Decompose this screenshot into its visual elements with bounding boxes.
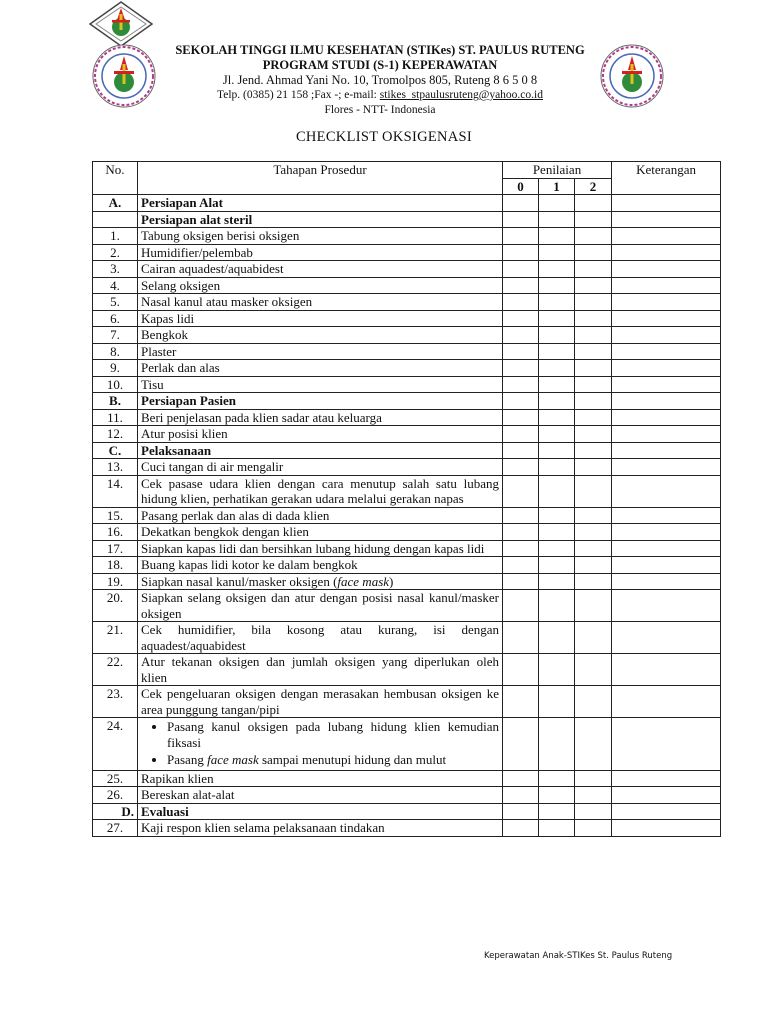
score-cell[interactable] xyxy=(539,310,575,327)
row-number: 17. xyxy=(93,540,138,557)
note-cell[interactable] xyxy=(612,524,721,541)
score-cell[interactable] xyxy=(503,718,539,771)
score-cell[interactable] xyxy=(575,327,612,344)
score-cell[interactable] xyxy=(575,654,612,686)
table-row xyxy=(93,459,721,476)
row-number: 26. xyxy=(93,787,138,804)
score-cell[interactable] xyxy=(539,787,575,804)
table-row xyxy=(93,228,721,245)
note-cell[interactable] xyxy=(612,459,721,476)
score-2: 2 xyxy=(575,178,612,195)
row-step: Cek humidifier, bila kosong atau kurang, isi dengan aquadest/aquabidest xyxy=(138,622,503,654)
row-number: 23. xyxy=(93,686,138,718)
row-number: 21. xyxy=(93,622,138,654)
section-label: C. xyxy=(93,442,138,459)
note-cell[interactable] xyxy=(612,327,721,344)
note-cell[interactable] xyxy=(612,475,721,507)
score-cell[interactable] xyxy=(539,228,575,245)
section-title: Pelaksanaan xyxy=(138,442,503,459)
table-row xyxy=(93,820,721,837)
note-cell[interactable] xyxy=(612,718,721,771)
score-cell[interactable] xyxy=(503,327,539,344)
score-cell[interactable] xyxy=(503,343,539,360)
score-cell[interactable] xyxy=(539,426,575,443)
note-cell[interactable] xyxy=(612,360,721,377)
score-cell[interactable] xyxy=(575,442,612,459)
score-cell[interactable] xyxy=(539,540,575,557)
score-cell[interactable] xyxy=(503,294,539,311)
note-cell[interactable] xyxy=(612,442,721,459)
table-row xyxy=(93,718,721,771)
score-cell[interactable] xyxy=(539,475,575,507)
score-cell[interactable] xyxy=(539,393,575,410)
score-cell[interactable] xyxy=(575,244,612,261)
row-number: 9. xyxy=(93,360,138,377)
note-cell[interactable] xyxy=(612,343,721,360)
row-number: 22. xyxy=(93,654,138,686)
score-cell[interactable] xyxy=(539,327,575,344)
score-cell[interactable] xyxy=(503,622,539,654)
score-cell[interactable] xyxy=(575,261,612,278)
row-number: 11. xyxy=(93,409,138,426)
table-row xyxy=(93,787,721,804)
table-row xyxy=(93,557,721,574)
score-cell[interactable] xyxy=(539,195,575,212)
note-cell[interactable] xyxy=(612,228,721,245)
score-cell[interactable] xyxy=(503,787,539,804)
row-number: 25. xyxy=(93,770,138,787)
step-text-suffix: ) xyxy=(389,573,394,589)
score-cell[interactable] xyxy=(575,376,612,393)
step-italic-term: face mask xyxy=(337,573,390,589)
row-number: 16. xyxy=(93,524,138,541)
row-step: Cairan aquadest/aquabidest xyxy=(138,261,503,278)
table-row xyxy=(93,573,721,590)
row-number: 6. xyxy=(93,310,138,327)
note-cell[interactable] xyxy=(612,590,721,622)
note-cell[interactable] xyxy=(612,557,721,574)
step-text: Siapkan nasal kanul/masker oksigen ( xyxy=(141,573,338,589)
row-step: Cek pasase udara klien dengan cara menutup salah satu lubang hidung klien, perhatikan gerakan udara melalui gerakan napas xyxy=(138,475,503,507)
note-cell[interactable] xyxy=(612,507,721,524)
table-row xyxy=(93,343,721,360)
score-cell[interactable] xyxy=(503,475,539,507)
score-cell[interactable] xyxy=(575,211,612,228)
score-cell[interactable] xyxy=(539,261,575,278)
section-title: Evaluasi xyxy=(138,803,503,820)
score-cell[interactable] xyxy=(539,244,575,261)
score-cell[interactable] xyxy=(539,590,575,622)
score-cell[interactable] xyxy=(539,622,575,654)
table-row xyxy=(93,540,721,557)
score-cell[interactable] xyxy=(503,557,539,574)
score-cell[interactable] xyxy=(539,409,575,426)
note-cell[interactable] xyxy=(612,803,721,820)
table-row xyxy=(93,360,721,377)
row-step: Selang oksigen xyxy=(138,277,503,294)
row-number: 8. xyxy=(93,343,138,360)
score-cell[interactable] xyxy=(575,590,612,622)
row-number: 7. xyxy=(93,327,138,344)
score-cell[interactable] xyxy=(539,294,575,311)
note-cell[interactable] xyxy=(612,195,721,212)
bullet-italic-term: face mask xyxy=(207,752,259,767)
score-cell[interactable] xyxy=(539,573,575,590)
row-step: Atur tekanan oksigen dan jumlah oksigen yang diperlukan oleh klien xyxy=(138,654,503,686)
contact-line xyxy=(160,88,600,103)
section-row xyxy=(93,442,721,459)
row-number: 4. xyxy=(93,277,138,294)
page-footer: Keperawatan Anak-STIKes St. Paulus Ruteng xyxy=(484,951,673,961)
table-row xyxy=(93,409,721,426)
institution-seal-right xyxy=(600,44,664,108)
score-cell[interactable] xyxy=(575,228,612,245)
row-number: 1. xyxy=(93,228,138,245)
table-row xyxy=(93,654,721,686)
score-cell[interactable] xyxy=(575,686,612,718)
table-row xyxy=(93,327,721,344)
row-number: 15. xyxy=(93,507,138,524)
col-header-keterangan: Keterangan xyxy=(612,162,721,195)
score-cell[interactable] xyxy=(503,654,539,686)
row-step: Bereskan alat-alat xyxy=(138,787,503,804)
row-step: Plaster xyxy=(138,343,503,360)
col-header-no: No. xyxy=(93,162,138,195)
score-cell[interactable] xyxy=(539,820,575,837)
row-number: 14. xyxy=(93,475,138,507)
table-row xyxy=(93,590,721,622)
score-cell[interactable] xyxy=(575,393,612,410)
table-row xyxy=(93,261,721,278)
note-cell[interactable] xyxy=(612,211,721,228)
note-cell[interactable] xyxy=(612,540,721,557)
phone-fax: Telp. (0385) 21 158 ;Fax -; e-mail: xyxy=(217,89,380,101)
note-cell[interactable] xyxy=(612,376,721,393)
section-title: Persiapan Pasien xyxy=(138,393,503,410)
row-step: Rapikan klien xyxy=(138,770,503,787)
score-cell[interactable] xyxy=(503,426,539,443)
empty-no-cell xyxy=(93,211,138,228)
row-number: 2. xyxy=(93,244,138,261)
score-cell[interactable] xyxy=(503,195,539,212)
score-cell[interactable] xyxy=(503,442,539,459)
score-cell[interactable] xyxy=(575,294,612,311)
score-cell[interactable] xyxy=(575,540,612,557)
row-number: 19. xyxy=(93,573,138,590)
note-cell[interactable] xyxy=(612,277,721,294)
row-step: Tabung oksigen berisi oksigen xyxy=(138,228,503,245)
score-cell[interactable] xyxy=(539,277,575,294)
section-row xyxy=(93,803,721,820)
score-cell[interactable] xyxy=(503,540,539,557)
row-number: 27. xyxy=(93,820,138,837)
score-cell[interactable] xyxy=(503,686,539,718)
section-title: Persiapan Alat xyxy=(138,195,503,212)
row-step: Nasal kanul atau masker oksigen xyxy=(138,294,503,311)
table-row xyxy=(93,770,721,787)
score-cell[interactable] xyxy=(503,590,539,622)
score-cell[interactable] xyxy=(539,442,575,459)
score-cell[interactable] xyxy=(539,360,575,377)
table-row xyxy=(93,507,721,524)
score-0: 0 xyxy=(503,178,539,195)
row-number: 18. xyxy=(93,557,138,574)
bullet-text-suffix: sampai menutupi hidung dan mulut xyxy=(258,752,447,767)
row-step: Kapas lidi xyxy=(138,310,503,327)
score-cell[interactable] xyxy=(575,787,612,804)
score-cell[interactable] xyxy=(539,770,575,787)
row-step: Kaji respon klien selama pelaksanaan tindakan xyxy=(138,820,503,837)
institution-logo-top xyxy=(86,0,156,48)
section-label: B. xyxy=(93,393,138,410)
score-cell[interactable] xyxy=(503,211,539,228)
score-cell[interactable] xyxy=(503,360,539,377)
score-cell[interactable] xyxy=(575,360,612,377)
score-cell[interactable] xyxy=(539,507,575,524)
col-header-tahapan: Tahapan Prosedur xyxy=(138,162,503,195)
bullet-text: Pasang xyxy=(167,752,208,767)
score-cell[interactable] xyxy=(539,211,575,228)
row-step: Perlak dan alas xyxy=(138,360,503,377)
score-cell[interactable] xyxy=(575,310,612,327)
score-cell[interactable] xyxy=(503,261,539,278)
note-cell[interactable] xyxy=(612,654,721,686)
table-row xyxy=(93,310,721,327)
score-cell[interactable] xyxy=(575,557,612,574)
row-step: Cek pengeluaran oksigen dengan merasakan hembusan oksigen ke area punggung tangan/pipi xyxy=(138,686,503,718)
row-step: Humidifier/pelembab xyxy=(138,244,503,261)
score-cell[interactable] xyxy=(503,459,539,476)
note-cell[interactable] xyxy=(612,310,721,327)
score-cell[interactable] xyxy=(539,686,575,718)
score-cell[interactable] xyxy=(539,524,575,541)
score-cell[interactable] xyxy=(539,718,575,771)
bullet-item: • Pasang kanul oksigen pada lubang hidung klien kemudian fiksasi xyxy=(167,719,499,750)
score-cell[interactable] xyxy=(539,557,575,574)
score-cell[interactable] xyxy=(575,195,612,212)
email-link[interactable]: stikes_stpaulusruteng@yahoo.co.id xyxy=(379,89,543,101)
table-row xyxy=(93,426,721,443)
row-number: 3. xyxy=(93,261,138,278)
row-step: Bengkok xyxy=(138,327,503,344)
subsection-row xyxy=(93,211,721,228)
score-cell[interactable] xyxy=(503,310,539,327)
score-cell[interactable] xyxy=(575,277,612,294)
table-row xyxy=(93,524,721,541)
score-cell[interactable] xyxy=(503,376,539,393)
score-cell[interactable] xyxy=(503,393,539,410)
score-cell[interactable] xyxy=(575,507,612,524)
note-cell[interactable] xyxy=(612,622,721,654)
row-step: Siapkan kapas lidi dan bersihkan lubang hidung dengan kapas lidi xyxy=(138,540,503,557)
score-cell[interactable] xyxy=(503,803,539,820)
score-cell[interactable] xyxy=(503,820,539,837)
score-cell[interactable] xyxy=(575,459,612,476)
score-cell[interactable] xyxy=(539,654,575,686)
score-cell[interactable] xyxy=(503,573,539,590)
row-step xyxy=(138,573,503,590)
score-cell[interactable] xyxy=(575,718,612,771)
note-cell[interactable] xyxy=(612,393,721,410)
row-number: 12. xyxy=(93,426,138,443)
note-cell[interactable] xyxy=(612,770,721,787)
score-cell[interactable] xyxy=(575,820,612,837)
score-cell[interactable] xyxy=(575,622,612,654)
section-row xyxy=(93,195,721,212)
row-step: Beri penjelasan pada klien sadar atau keluarga xyxy=(138,409,503,426)
score-cell[interactable] xyxy=(503,409,539,426)
score-cell[interactable] xyxy=(575,343,612,360)
note-cell[interactable] xyxy=(612,409,721,426)
table-row xyxy=(93,475,721,507)
score-cell[interactable] xyxy=(503,524,539,541)
row-step: Pasang perlak dan alas di dada klien xyxy=(138,507,503,524)
score-cell[interactable] xyxy=(503,770,539,787)
institution-seal-left xyxy=(92,44,156,108)
score-cell[interactable] xyxy=(575,475,612,507)
score-cell[interactable] xyxy=(539,803,575,820)
row-number: 24. xyxy=(93,718,138,771)
document-title: CHECKLIST OKSIGENASI xyxy=(295,129,473,145)
letterhead xyxy=(160,43,600,118)
section-label: D. xyxy=(93,803,138,820)
institution-name: SEKOLAH TINGGI ILMU KESEHATAN (STIKes) ST. PAULUS RUTENG xyxy=(175,43,585,57)
row-step: Siapkan selang oksigen dan atur dengan posisi nasal kanul/masker oksigen xyxy=(138,590,503,622)
table-row xyxy=(93,376,721,393)
note-cell[interactable] xyxy=(612,261,721,278)
bullet-list xyxy=(141,719,499,768)
address: Jl. Jend. Ahmad Yani No. 10, Tromolpos 805, Ruteng 8 6 5 0 8 xyxy=(222,73,538,87)
score-cell[interactable] xyxy=(575,573,612,590)
note-cell[interactable] xyxy=(612,426,721,443)
score-cell[interactable] xyxy=(503,244,539,261)
score-cell[interactable] xyxy=(503,277,539,294)
row-number: 13. xyxy=(93,459,138,476)
row-step: Atur posisi klien xyxy=(138,426,503,443)
note-cell[interactable] xyxy=(612,820,721,837)
table-row xyxy=(93,622,721,654)
note-cell[interactable] xyxy=(612,686,721,718)
row-step: Buang kapas lidi kotor ke dalam bengkok xyxy=(138,557,503,574)
table-row xyxy=(93,686,721,718)
section-label: A. xyxy=(93,195,138,212)
col-header-penilaian: Penilaian xyxy=(503,162,612,179)
score-cell[interactable] xyxy=(539,343,575,360)
score-cell[interactable] xyxy=(539,376,575,393)
score-cell[interactable] xyxy=(575,770,612,787)
score-cell[interactable] xyxy=(575,803,612,820)
row-number: 5. xyxy=(93,294,138,311)
row-number: 10. xyxy=(93,376,138,393)
table-row xyxy=(93,244,721,261)
row-step: Tisu xyxy=(138,376,503,393)
table-row xyxy=(93,277,721,294)
score-cell[interactable] xyxy=(575,409,612,426)
score-cell[interactable] xyxy=(575,426,612,443)
table-header-row xyxy=(93,162,721,179)
row-step: Cuci tangan di air mengalir xyxy=(138,459,503,476)
note-cell[interactable] xyxy=(612,244,721,261)
score-cell[interactable] xyxy=(539,459,575,476)
subsection-title: Persiapan alat steril xyxy=(138,211,503,228)
study-program: PROGRAM STUDI (S-1) KEPERAWATAN xyxy=(262,58,498,72)
row-step xyxy=(138,718,503,771)
section-row xyxy=(93,393,721,410)
note-cell[interactable] xyxy=(612,787,721,804)
table-row xyxy=(93,294,721,311)
score-1: 1 xyxy=(539,178,575,195)
bullet-item xyxy=(167,752,499,768)
row-step: Dekatkan bengkok dengan klien xyxy=(138,524,503,541)
score-cell[interactable] xyxy=(503,228,539,245)
score-cell[interactable] xyxy=(503,507,539,524)
region: Flores - NTT- Indonesia xyxy=(324,104,436,116)
note-cell[interactable] xyxy=(612,294,721,311)
note-cell[interactable] xyxy=(612,573,721,590)
score-cell[interactable] xyxy=(575,524,612,541)
row-number: 20. xyxy=(93,590,138,622)
checklist-table xyxy=(92,161,721,837)
